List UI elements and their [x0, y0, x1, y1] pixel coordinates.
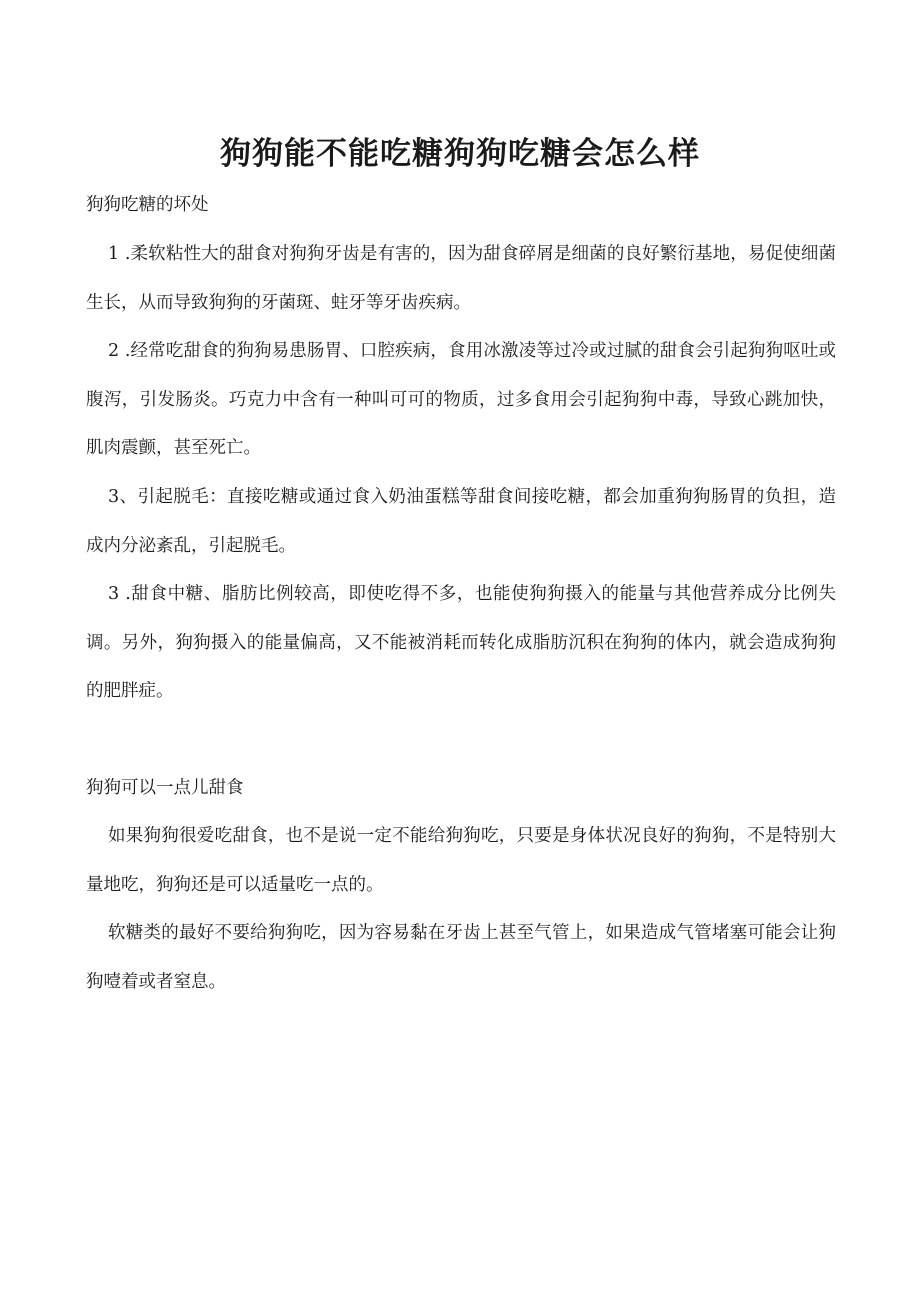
- paragraph-teeth: 1 .柔软粘性大的甜食对狗狗牙齿是有害的，因为甜食碎屑是细菌的良好繁衍基地，易促使细菌生长，从而导致狗狗的牙菌斑、蛀牙等牙齿疾病。: [86, 244, 836, 313]
- paragraph-obesity: 3 .甜食中糖、脂肪比例较高，即使吃得不多，也能使狗狗摄入的能量与其他营养成分比例失调。另外，狗狗摄入的能量偏高，又不能被消耗而转化成脂肪沉积在狗狗的体内，就会造成狗狗的肥胖症。: [86, 584, 836, 701]
- document-title: 狗狗能不能吃糖狗狗吃糖会怎么样: [220, 136, 700, 172]
- paragraph-soft-candy: 软糖类的最好不要给狗狗吃，因为容易黏在牙齿上甚至气管上，如果造成气管堵塞可能会让狗狗噎着或者窒息。: [86, 923, 836, 992]
- section-heading-small-amount: 狗狗可以一点儿甜食: [86, 778, 244, 798]
- section-heading-harms: 狗狗吃糖的坏处: [86, 195, 209, 215]
- paragraph-moderate-sweets: 如果狗狗很爱吃甜食，也不是说一定不能给狗狗吃，只要是身体状况良好的狗狗，不是特别大量地吃，狗狗还是可以适量吃一点的。: [86, 826, 836, 895]
- paragraph-stomach: 2 .经常吃甜食的狗狗易患肠胃、口腔疾病，食用冰激凌等过冷或过腻的甜食会引起狗狗呕吐或腹泻，引发肠炎。巧克力中含有一种叫可可的物质，过多食用会引起狗狗中毒，导致心跳加快，肌肉震颤，甚至死亡。: [86, 341, 836, 458]
- paragraph-hair-loss: 3、引起脱毛：直接吃糖或通过食入奶油蛋糕等甜食间接吃糖，都会加重狗狗肠胃的负担，造成内分泌紊乱，引起脱毛。: [86, 487, 836, 556]
